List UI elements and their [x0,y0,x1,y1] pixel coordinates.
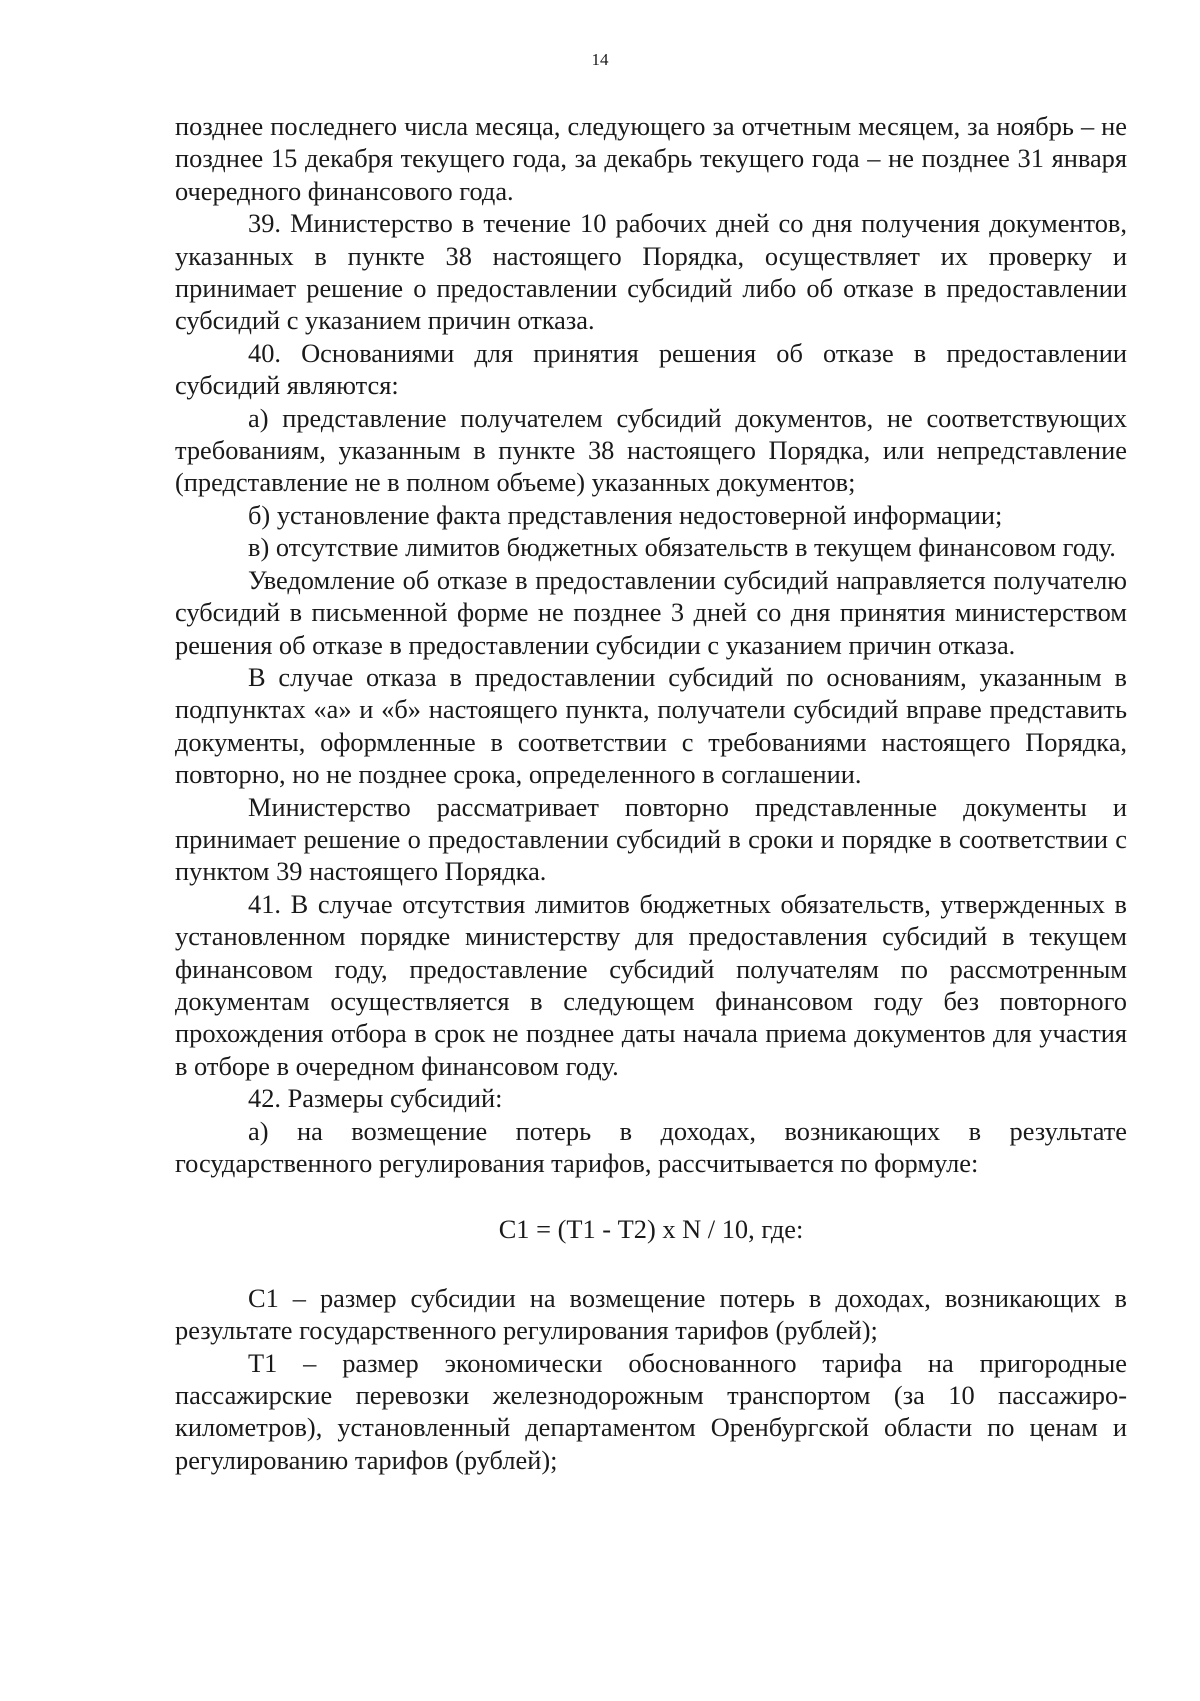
paragraph-refusal-notice: Уведомление об отказе в предоставлении субсидий направляется получателю субсидий в письменной форме не позднее 3 дней со дня принятия министерством решения об отказе в предоставлении субсидии с указанием причин отказа. [175,564,1127,660]
definition-c1: С1 – размер субсидии на возмещение потерь в доходах, возникающих в результате государственного регулирования тарифов (рублей); [175,1282,1127,1346]
formula: С1 = (Т1 - Т2) х N / 10, где: [498,1214,804,1245]
paragraph-item-40: 40. Основаниями для принятия решения об отказе в предоставлении субсидий являются: [175,337,1127,401]
definition-t1: Т1 – размер экономически обоснованного тарифа на пригородные пассажирские перевозки железнодорожным транспортом (за 10 пассажирокилометров), установленный департаментом Оренбургской области по ценам и регулированию тарифов (рублей); [175,1347,1127,1475]
paragraph-repeat-review: Министерство рассматривает повторно представленные документы и принимает решение о предоставлении субсидий в сроки и порядке в соответствии с пунктом 39 настоящего Порядка. [175,791,1127,887]
paragraph-item-39: 39. Министерство в течение 10 рабочих дней со дня получения документов, указанных в пункте 38 настоящего Порядка, осуществляет их проверку и принимает решение о предоставлении субсидий либо об отказе в предоставлении субсидий с указанием причин отказа. [175,208,1127,336]
paragraph-continuation: позднее последнего числа месяца, следующего за отчетным месяцем, за ноябрь – не позднее 15 декабря текущего года, за декабрь текущего года – не позднее 31 января очередного финансового года. [175,111,1127,206]
paragraph-subitem-a: а) представление получателем субсидий документов, не соответствующих требованиям, указанным в пункте 38 настоящего Порядка, или непредставление (представление не в полном объеме) указанных документов; [175,402,1127,498]
paragraph-subitem-a-formula-intro: а) на возмещение потерь в доходах, возникающих в результате государственного регулирования тарифов, рассчитывается по формуле: [175,1115,1127,1178]
paragraph-resubmission: В случае отказа в предоставлении субсидий по основаниям, указанным в подпунктах «а» и «б» настоящего пункта, получатели субсидий вправе представить документы, оформленные в соответствии с требованиями настоящего Порядка, повторно, но не позднее срока, определенного в соглашении. [175,661,1127,790]
document-body [175,110,1127,1476]
page-number: 14 [591,50,609,69]
paragraph-item-41: 41. В случае отсутствия лимитов бюджетных обязательств, утвержденных в установленном порядке министерству для предоставления субсидий в текущем финансовом году, предоставление субсидий получателям по рассмотренным документам осуществляется в следующем финансовом году без повторного прохождения отбора в срок не позднее даты начала приема документов для участия в отборе в очередном финансовом году. [175,888,1127,1081]
paragraph-subitem-b: б) установление факта представления недостоверной информации; [248,499,1003,530]
paragraph-subitem-v: в) отсутствие лимитов бюджетных обязательств в текущем финансовом году. [248,532,1116,563]
paragraph-item-42: 42. Размеры субсидий: [248,1083,503,1114]
